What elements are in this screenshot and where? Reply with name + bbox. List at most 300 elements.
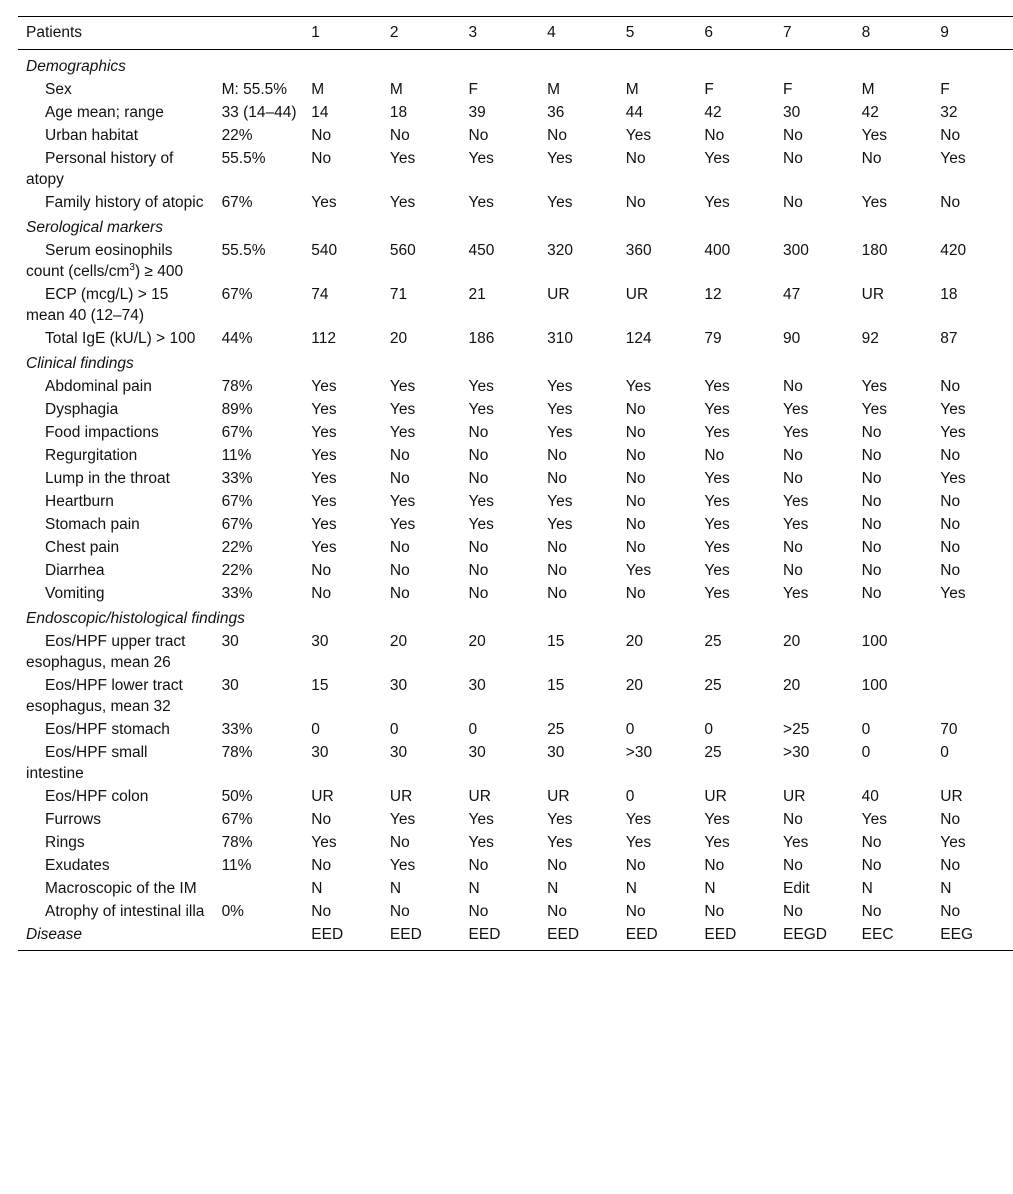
value-cell: 71 (389, 286, 408, 303)
value-cell: Yes (861, 194, 887, 211)
value-cell: Yes (783, 834, 809, 851)
patient-col-header: 1 (311, 24, 320, 41)
value-cell: Yes (940, 834, 966, 851)
summary-cell: 33% (221, 721, 253, 738)
value-cell: UR (547, 788, 570, 805)
value-cell: No (625, 424, 646, 441)
value-cell: No (940, 811, 961, 828)
row-label: Eos/HPF lower tract esophagus, mean 32 (26, 677, 183, 715)
summary-cell: 67% (221, 424, 253, 441)
value-cell (932, 674, 1013, 718)
value-cell: 25 (704, 744, 722, 761)
value-cell: 420 (940, 242, 967, 259)
value-cell: Yes (389, 378, 416, 395)
value-cell: Yes (783, 516, 809, 533)
value-cell: No (625, 903, 646, 920)
disease-cell: EEG (940, 926, 974, 943)
value-cell: Yes (783, 424, 809, 441)
table-row (18, 808, 1013, 831)
value-cell: N (704, 880, 716, 897)
section-heading: Endoscopic/histological findings (26, 610, 245, 627)
value-cell: 540 (311, 242, 338, 259)
value-cell: No (940, 378, 961, 395)
value-cell: No (311, 903, 332, 920)
value-cell: 0 (704, 721, 714, 738)
value-cell: Yes (389, 194, 416, 211)
value-cell: No (861, 447, 882, 464)
value-cell: No (468, 470, 489, 487)
disease-cell: EEC (861, 926, 894, 943)
value-cell: No (940, 493, 961, 510)
value-cell: No (547, 585, 567, 602)
table-row (18, 124, 1013, 147)
table-row (18, 239, 1013, 283)
summary-cell: 11% (221, 857, 252, 874)
patient-col-header: 6 (704, 24, 714, 41)
value-cell: UR (468, 788, 491, 805)
serological-section (18, 214, 1013, 283)
value-cell: M (547, 81, 561, 98)
value-cell: 0 (311, 721, 320, 738)
value-cell: 0 (940, 744, 949, 761)
row-label: Eos/HPF colon (45, 788, 149, 805)
row-label: Rings (45, 834, 85, 851)
value-cell: No (468, 127, 489, 144)
value-cell: Yes (625, 834, 652, 851)
value-cell: Yes (547, 424, 573, 441)
value-cell: Yes (311, 834, 337, 851)
row-label: Sex (45, 81, 72, 98)
value-cell: No (625, 857, 646, 874)
value-cell: 36 (547, 104, 565, 121)
row-label: Eos/HPF stomach (45, 721, 170, 738)
value-cell: Yes (783, 585, 809, 602)
value-cell: Yes (468, 493, 494, 510)
value-cell: No (389, 127, 410, 144)
patient-col-header: 9 (940, 24, 949, 41)
value-cell: Yes (389, 493, 416, 510)
value-cell: 30 (311, 633, 329, 650)
disease-label: Disease (26, 926, 82, 943)
value-cell: No (311, 857, 332, 874)
value-cell: No (861, 470, 882, 487)
value-cell: 18 (389, 104, 408, 121)
value-cell: Yes (547, 516, 573, 533)
value-cell: 47 (783, 286, 801, 303)
row-label: Chest pain (45, 539, 120, 556)
value-cell: No (311, 562, 332, 579)
value-cell: No (861, 903, 882, 920)
value-cell: Yes (704, 194, 730, 211)
value-cell: Yes (940, 424, 966, 441)
value-cell: No (861, 424, 882, 441)
value-cell: No (468, 447, 489, 464)
value-cell: 0 (625, 721, 635, 738)
value-cell: No (625, 150, 646, 167)
value-cell: 20 (625, 633, 644, 650)
value-cell: 25 (704, 677, 722, 694)
section-heading-row (18, 605, 1013, 630)
value-cell: No (625, 194, 646, 211)
table-row (18, 421, 1013, 444)
value-cell: >25 (783, 721, 810, 738)
row-label: Eos/HPF small intestine (26, 744, 148, 782)
value-cell: Yes (940, 401, 966, 418)
section-heading: Demographics (26, 58, 126, 75)
summary-header (214, 17, 304, 50)
table-row (18, 191, 1013, 214)
value-cell: 100 (861, 633, 888, 650)
value-cell: No (468, 903, 489, 920)
value-cell: No (861, 585, 882, 602)
value-cell: 30 (389, 744, 408, 761)
value-cell: Yes (468, 516, 494, 533)
value-cell: 90 (783, 330, 801, 347)
value-cell: No (783, 562, 803, 579)
value-cell: Yes (547, 194, 573, 211)
value-cell: No (940, 516, 961, 533)
value-cell: 20 (468, 633, 486, 650)
value-cell: Yes (704, 539, 730, 556)
value-cell: UR (389, 788, 413, 805)
endoscopic-section (18, 605, 1013, 630)
value-cell: No (389, 470, 410, 487)
value-cell: No (940, 562, 961, 579)
value-cell: Yes (704, 585, 730, 602)
value-cell: Yes (547, 834, 573, 851)
summary-cell: 67% (221, 811, 253, 828)
row-label: Age mean; range (45, 104, 164, 121)
value-cell: M (389, 81, 403, 98)
summary-cell: 55.5% (221, 242, 266, 259)
value-cell: Yes (940, 150, 966, 167)
value-cell: 30 (311, 744, 329, 761)
value-cell: UR (704, 788, 727, 805)
value-cell: >30 (783, 744, 810, 761)
disease-row (18, 923, 1013, 951)
value-cell: No (704, 857, 725, 874)
value-cell: N (389, 880, 402, 897)
value-cell: 40 (861, 788, 879, 805)
value-cell: 30 (783, 104, 801, 121)
section-heading-row (18, 350, 1013, 375)
value-cell: Yes (311, 493, 337, 510)
value-cell: No (940, 194, 961, 211)
value-cell: N (861, 880, 873, 897)
value-cell: 25 (704, 633, 722, 650)
row-label: Atrophy of intestinal illa (45, 903, 205, 920)
value-cell: Yes (389, 150, 416, 167)
value-cell: Yes (704, 378, 730, 395)
value-cell: No (861, 562, 882, 579)
value-cell: UR (625, 286, 649, 303)
value-cell: F (704, 81, 714, 98)
value-cell: Yes (311, 539, 337, 556)
value-cell: No (389, 585, 410, 602)
value-cell: No (940, 447, 961, 464)
value-cell: UR (940, 788, 963, 805)
value-cell: No (940, 903, 961, 920)
value-cell: Yes (704, 401, 730, 418)
row-label: ECP (mcg/L) > 15 mean 40 (12–74) (26, 286, 169, 324)
table-row (18, 327, 1013, 350)
table-row (18, 559, 1013, 582)
summary-cell: 11% (221, 447, 252, 464)
value-cell: No (783, 447, 803, 464)
value-cell: 32 (940, 104, 958, 121)
value-cell: No (861, 834, 882, 851)
value-cell: 15 (547, 633, 565, 650)
value-cell: F (783, 81, 793, 98)
patient-characteristics-table (18, 16, 1013, 951)
row-label: Eos/HPF upper tract esophagus, mean 26 (26, 633, 186, 671)
value-cell: Yes (389, 401, 416, 418)
value-cell: 25 (547, 721, 565, 738)
summary-cell: 67% (221, 493, 253, 510)
value-cell: 79 (704, 330, 722, 347)
value-cell: 21 (468, 286, 486, 303)
demographics-section (18, 50, 1013, 79)
header-row (18, 17, 1013, 50)
value-cell: 70 (940, 721, 958, 738)
value-cell: No (704, 127, 725, 144)
value-cell: No (547, 857, 567, 874)
value-cell: F (468, 81, 478, 98)
value-cell: 186 (468, 330, 495, 347)
value-cell: 0 (389, 721, 399, 738)
value-cell: Yes (468, 378, 494, 395)
patient-col-header: 7 (783, 24, 792, 41)
value-cell: Yes (468, 834, 494, 851)
value-cell: No (940, 857, 961, 874)
table-row (18, 877, 1013, 900)
value-cell: M (311, 81, 325, 98)
table-row (18, 78, 1013, 101)
value-cell: Yes (625, 811, 652, 828)
value-cell: No (783, 811, 803, 828)
disease-cell: EED (704, 926, 737, 943)
value-cell: 42 (861, 104, 879, 121)
row-label: Heartburn (45, 493, 114, 510)
value-cell: No (861, 857, 882, 874)
value-cell: Yes (861, 127, 887, 144)
row-label: Vomiting (45, 585, 105, 602)
value-cell: No (625, 447, 646, 464)
row-label: Stomach pain (45, 516, 140, 533)
serological-rows (18, 283, 1013, 350)
value-cell: 12 (704, 286, 722, 303)
value-cell: No (783, 470, 803, 487)
value-cell: No (389, 903, 410, 920)
value-cell: No (547, 127, 567, 144)
value-cell: 400 (704, 242, 731, 259)
value-cell: Yes (783, 401, 809, 418)
value-cell: Yes (547, 493, 573, 510)
value-cell: Yes (704, 811, 730, 828)
value-cell: 20 (389, 330, 408, 347)
value-cell: Yes (468, 194, 494, 211)
summary-cell: 22% (221, 127, 253, 144)
row-label (18, 239, 214, 283)
clinical-section (18, 350, 1013, 375)
table-row (18, 513, 1013, 536)
value-cell: Yes (311, 424, 337, 441)
value-cell: 15 (311, 677, 329, 694)
summary-cell: M: 55.5% (221, 81, 288, 98)
value-cell: 450 (468, 242, 495, 259)
summary-cell: 67% (221, 516, 253, 533)
value-cell: 320 (547, 242, 574, 259)
value-cell: No (547, 470, 567, 487)
value-cell: No (625, 585, 646, 602)
row-label-text: ) ≥ 400 (134, 263, 184, 280)
value-cell: No (468, 857, 489, 874)
row-label: Regurgitation (45, 447, 138, 464)
disease-cell: EED (468, 926, 501, 943)
value-cell: No (311, 585, 332, 602)
value-cell: Yes (547, 150, 573, 167)
summary-cell: 50% (221, 788, 253, 805)
table-row (18, 536, 1013, 559)
value-cell: No (311, 150, 332, 167)
table-row (18, 375, 1013, 398)
table-row (18, 785, 1013, 808)
summary-cell (214, 923, 304, 951)
value-cell: Yes (468, 150, 494, 167)
value-cell: No (704, 903, 725, 920)
summary-cell (214, 877, 304, 900)
value-cell: Yes (547, 811, 573, 828)
value-cell: Yes (704, 562, 730, 579)
value-cell: Yes (311, 378, 337, 395)
value-cell: Yes (704, 424, 730, 441)
value-cell: Yes (625, 127, 652, 144)
value-cell: UR (311, 788, 334, 805)
table-row (18, 467, 1013, 490)
value-cell: Yes (468, 811, 494, 828)
value-cell: 18 (940, 286, 958, 303)
value-cell: Yes (547, 378, 573, 395)
value-cell: 30 (468, 744, 486, 761)
table-row (18, 147, 1013, 191)
value-cell: No (389, 562, 410, 579)
value-cell: 44 (625, 104, 644, 121)
summary-cell: 22% (221, 562, 253, 579)
summary-cell: 89% (221, 401, 253, 418)
value-cell (932, 630, 1013, 674)
value-cell: M (625, 81, 639, 98)
value-cell: No (547, 562, 567, 579)
value-cell: No (783, 378, 803, 395)
table-row (18, 398, 1013, 421)
value-cell: No (861, 539, 882, 556)
summary-cell: 55.5% (221, 150, 266, 167)
value-cell: F (940, 81, 950, 98)
value-cell: No (625, 470, 646, 487)
value-cell: No (311, 127, 332, 144)
value-cell: UR (547, 286, 570, 303)
value-cell: 74 (311, 286, 329, 303)
value-cell: Yes (861, 378, 887, 395)
summary-cell: 67% (221, 286, 253, 303)
endoscopic-rows (18, 630, 1013, 923)
value-cell: N (625, 880, 637, 897)
summary-cell: 78% (221, 378, 253, 395)
value-cell: 0 (468, 721, 478, 738)
disease-cell: EED (625, 926, 658, 943)
value-cell: Yes (389, 516, 416, 533)
value-cell: 0 (861, 744, 871, 761)
table-row (18, 741, 1013, 785)
value-cell: Yes (311, 447, 337, 464)
patient-col-header: 2 (389, 24, 399, 41)
patient-col-header: 3 (468, 24, 478, 41)
disease-cell: EED (389, 926, 422, 943)
row-label: Furrows (45, 811, 101, 828)
value-cell: Yes (311, 401, 337, 418)
table-row (18, 854, 1013, 877)
value-cell: Yes (389, 811, 416, 828)
value-cell: No (468, 424, 489, 441)
table-row (18, 831, 1013, 854)
value-cell: No (783, 903, 803, 920)
superscript: 3 (129, 261, 135, 273)
table-row (18, 582, 1013, 605)
value-cell: 360 (625, 242, 652, 259)
value-cell: 0 (625, 788, 635, 805)
row-label: Dysphagia (45, 401, 119, 418)
value-cell: No (389, 447, 410, 464)
value-cell: Yes (861, 811, 887, 828)
value-cell: 20 (625, 677, 644, 694)
row-label: Macroscopic of the IM (45, 880, 197, 897)
section-heading: Clinical findings (26, 355, 134, 372)
row-label: Exudates (45, 857, 110, 874)
value-cell: Yes (468, 401, 494, 418)
value-cell: 20 (783, 677, 801, 694)
value-cell: Yes (311, 470, 337, 487)
section-heading-row (18, 214, 1013, 239)
value-cell: 300 (783, 242, 809, 259)
value-cell: Yes (783, 493, 809, 510)
value-cell: No (468, 539, 489, 556)
summary-cell: 33% (221, 585, 253, 602)
value-cell: No (704, 447, 725, 464)
value-cell: No (547, 539, 567, 556)
value-cell: 30 (468, 677, 486, 694)
summary-cell: 22% (221, 539, 253, 556)
value-cell: Yes (547, 401, 573, 418)
table-row (18, 283, 1013, 327)
value-cell: No (861, 150, 882, 167)
row-label: Abdominal pain (45, 378, 152, 395)
section-heading: Serological markers (26, 219, 163, 236)
table-row (18, 101, 1013, 124)
value-cell: No (468, 585, 489, 602)
summary-cell: 0% (221, 903, 244, 920)
value-cell: Yes (704, 516, 730, 533)
value-cell: No (783, 150, 803, 167)
disease-cell: EED (311, 926, 344, 943)
value-cell: Yes (704, 150, 730, 167)
disease-cell: EEGD (783, 926, 827, 943)
value-cell: Yes (389, 424, 416, 441)
value-cell: 112 (311, 330, 336, 347)
patient-col-header: 5 (625, 24, 635, 41)
value-cell: No (783, 127, 803, 144)
value-cell: >30 (625, 744, 653, 761)
patient-col-header: 8 (861, 24, 871, 41)
